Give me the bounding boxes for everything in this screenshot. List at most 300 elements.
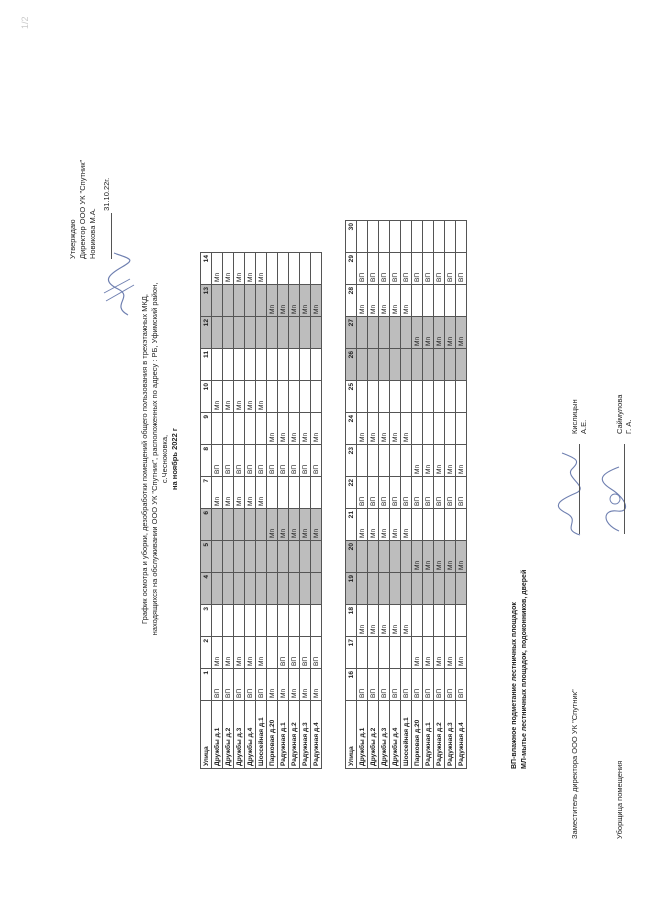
column-header-day: 16 xyxy=(346,669,357,701)
schedule-cell xyxy=(212,573,223,605)
schedule-cell xyxy=(357,637,368,669)
title-line-1: График осмотра и уборки, дезобработки помещений общего пользования в трехэтажных МКД, xyxy=(140,293,149,625)
schedule-cell: ВП xyxy=(390,669,401,701)
street-cell: Радужная д.4 xyxy=(311,701,322,769)
table-row xyxy=(278,253,289,769)
schedule-cell xyxy=(434,285,445,317)
schedule-cell xyxy=(456,509,467,541)
schedule-cell xyxy=(267,253,278,285)
schedule-cell: ВП xyxy=(311,445,322,477)
schedule-cell xyxy=(390,573,401,605)
column-header-street: Улица xyxy=(346,701,357,769)
schedule-cell xyxy=(401,349,412,381)
schedule-cell: Мп xyxy=(368,413,379,445)
schedule-cell: Мп xyxy=(390,605,401,637)
schedule-cell: Мп xyxy=(412,637,423,669)
schedule-cell xyxy=(212,605,223,637)
schedule-cell xyxy=(423,285,434,317)
column-header-day: 7 xyxy=(201,477,212,509)
schedule-cell xyxy=(434,605,445,637)
schedule-cell xyxy=(445,605,456,637)
schedule-cell xyxy=(212,509,223,541)
schedule-cell: Мп xyxy=(379,285,390,317)
street-cell: Дружбы д.3 xyxy=(379,701,390,769)
signature-name: Саймулова Г. А. xyxy=(615,394,633,434)
schedule-cell: Мп xyxy=(289,285,300,317)
schedule-cell: Мп xyxy=(267,509,278,541)
street-cell: Дружбы д.2 xyxy=(223,701,234,769)
schedule-cell xyxy=(256,509,267,541)
schedule-cell xyxy=(401,573,412,605)
schedule-cell: Мп xyxy=(212,381,223,413)
schedule-cell xyxy=(423,413,434,445)
schedule-cell xyxy=(401,637,412,669)
schedule-cell xyxy=(278,253,289,285)
schedule-cell xyxy=(234,509,245,541)
column-header-day: 11 xyxy=(201,349,212,381)
schedule-cell xyxy=(390,221,401,253)
schedule-cell: Мп xyxy=(212,637,223,669)
schedule-cell: ВП xyxy=(379,253,390,285)
schedule-cell xyxy=(245,349,256,381)
schedule-cell xyxy=(311,605,322,637)
table-header-row xyxy=(346,221,357,769)
schedule-cell: Мп xyxy=(401,285,412,317)
schedule-cell: Мп xyxy=(256,253,267,285)
schedule-cell xyxy=(401,317,412,349)
column-header-street: Улица xyxy=(201,701,212,769)
schedule-cell xyxy=(234,541,245,573)
schedule-cell: ВП xyxy=(379,477,390,509)
schedule-cell: Мп xyxy=(456,317,467,349)
schedule-cell: Мп xyxy=(456,637,467,669)
column-header-day: 12 xyxy=(201,317,212,349)
schedule-cell xyxy=(267,573,278,605)
schedule-cell xyxy=(223,413,234,445)
schedule-cell xyxy=(212,349,223,381)
schedule-cell xyxy=(256,349,267,381)
schedule-cell xyxy=(223,317,234,349)
schedule-cell xyxy=(223,509,234,541)
table-row xyxy=(256,253,267,769)
schedule-cell: Мп xyxy=(445,637,456,669)
schedule-cell: ВП xyxy=(289,445,300,477)
table-row xyxy=(223,253,234,769)
column-header-day: 9 xyxy=(201,413,212,445)
document-title xyxy=(140,149,180,769)
schedule-cell xyxy=(267,637,278,669)
table-row xyxy=(390,221,401,769)
column-header-day: 18 xyxy=(346,605,357,637)
schedule-cell: ВП xyxy=(223,669,234,701)
schedule-cell xyxy=(390,445,401,477)
schedule-cell xyxy=(412,221,423,253)
schedule-cell: ВП xyxy=(300,445,311,477)
table-row xyxy=(445,221,456,769)
schedule-cell: ВП xyxy=(256,445,267,477)
schedule-cell: Мп xyxy=(412,541,423,573)
schedule-cell xyxy=(256,605,267,637)
schedule-cell xyxy=(368,445,379,477)
table-row xyxy=(368,221,379,769)
schedule-cell: ВП xyxy=(445,477,456,509)
table-row xyxy=(357,221,368,769)
schedule-cell xyxy=(245,605,256,637)
schedule-cell: Мп xyxy=(256,477,267,509)
column-header-day: 20 xyxy=(346,541,357,573)
schedule-cell: Мп xyxy=(379,605,390,637)
column-header-day: 2 xyxy=(201,637,212,669)
column-header-day: 4 xyxy=(201,573,212,605)
schedule-cell xyxy=(390,541,401,573)
street-cell: Радужная д.3 xyxy=(300,701,311,769)
schedule-cell xyxy=(311,349,322,381)
schedule-cell: Мп xyxy=(412,317,423,349)
street-cell: Парковая д.20 xyxy=(267,701,278,769)
schedule-cell: Мп xyxy=(456,541,467,573)
schedule-cell: Мп xyxy=(368,509,379,541)
schedule-cell xyxy=(267,605,278,637)
schedule-cell xyxy=(289,573,300,605)
schedule-cell xyxy=(357,349,368,381)
schedule-cell: Мп xyxy=(278,413,289,445)
schedule-cell: Мп xyxy=(390,285,401,317)
schedule-cell xyxy=(379,541,390,573)
schedule-cell xyxy=(412,573,423,605)
schedule-cell xyxy=(289,349,300,381)
schedule-cell: ВП xyxy=(289,637,300,669)
column-header-day: 21 xyxy=(346,509,357,541)
schedule-cell: Мп xyxy=(379,509,390,541)
signature-role: Заместитель директора ООО УК "Спутник" xyxy=(570,689,579,839)
schedule-cell: Мп xyxy=(212,477,223,509)
schedule-cell xyxy=(357,573,368,605)
schedule-cell xyxy=(300,573,311,605)
schedule-cell: ВП xyxy=(278,445,289,477)
signature-role: Уборщица помещения xyxy=(615,760,624,839)
schedule-cell: Мп xyxy=(445,445,456,477)
schedule-cell xyxy=(223,349,234,381)
schedule-cell xyxy=(289,381,300,413)
schedule-cell: Мп xyxy=(434,317,445,349)
schedule-cell xyxy=(423,381,434,413)
schedule-cell: ВП xyxy=(456,669,467,701)
schedule-cell xyxy=(379,221,390,253)
schedule-cell: Мп xyxy=(245,477,256,509)
schedule-cell: Мп xyxy=(223,477,234,509)
schedule-cell xyxy=(289,253,300,285)
schedule-cell xyxy=(445,221,456,253)
schedule-cell: ВП xyxy=(212,445,223,477)
schedule-cell xyxy=(256,317,267,349)
schedule-cell: ВП xyxy=(223,445,234,477)
schedule-cell xyxy=(278,349,289,381)
column-header-day: 29 xyxy=(346,253,357,285)
schedule-cell: Мп xyxy=(212,253,223,285)
column-header-day: 10 xyxy=(201,381,212,413)
schedule-cell: Мп xyxy=(234,637,245,669)
schedule-cell xyxy=(245,573,256,605)
street-cell: Радужная д.2 xyxy=(434,701,445,769)
street-cell: Дружбы д.3 xyxy=(234,701,245,769)
schedule-cell: ВП xyxy=(368,477,379,509)
table-row xyxy=(289,253,300,769)
column-header-day: 17 xyxy=(346,637,357,669)
schedule-cell: Мп xyxy=(434,637,445,669)
schedule-cell xyxy=(289,541,300,573)
schedule-cell xyxy=(311,573,322,605)
table-row xyxy=(434,221,445,769)
schedule-cell: Мп xyxy=(434,541,445,573)
schedule-cell: Мп xyxy=(245,381,256,413)
legend-vp: ВП-влажное подметание лестничных площадок xyxy=(511,602,518,769)
schedule-cell: ВП xyxy=(423,253,434,285)
schedule-cell xyxy=(223,605,234,637)
schedule-cell: Мп xyxy=(390,413,401,445)
column-header-day: 13 xyxy=(201,285,212,317)
schedule-cell xyxy=(289,477,300,509)
schedule-cell: Мп xyxy=(456,445,467,477)
schedule-cell xyxy=(423,349,434,381)
schedule-cell: ВП xyxy=(412,477,423,509)
schedule-cell xyxy=(401,445,412,477)
street-cell: Радужная д.1 xyxy=(423,701,434,769)
schedule-cell xyxy=(368,381,379,413)
schedule-cell xyxy=(267,381,278,413)
schedule-cell xyxy=(456,605,467,637)
schedule-cell: Мп xyxy=(311,669,322,701)
schedule-cell xyxy=(289,605,300,637)
column-header-day: 23 xyxy=(346,445,357,477)
schedule-cell: ВП xyxy=(423,477,434,509)
column-header-day: 26 xyxy=(346,349,357,381)
schedule-cell xyxy=(445,381,456,413)
legend xyxy=(510,570,530,769)
schedule-cell xyxy=(223,285,234,317)
schedule-cell xyxy=(234,573,245,605)
schedule-cell xyxy=(456,285,467,317)
schedule-cell xyxy=(379,317,390,349)
schedule-cell xyxy=(434,221,445,253)
schedule-cell: ВП xyxy=(357,477,368,509)
column-header-day: 30 xyxy=(346,221,357,253)
schedule-cell: Мп xyxy=(423,637,434,669)
schedule-cell xyxy=(412,285,423,317)
street-cell: Дружбы д.2 xyxy=(368,701,379,769)
schedule-cell: Мп xyxy=(256,637,267,669)
schedule-cell xyxy=(212,285,223,317)
schedule-cell: Мп xyxy=(311,285,322,317)
schedule-cell: Мп xyxy=(401,413,412,445)
column-header-day: 3 xyxy=(201,605,212,637)
schedule-cell: Мп xyxy=(267,669,278,701)
schedule-cell: ВП xyxy=(278,637,289,669)
schedule-cell xyxy=(445,349,456,381)
signature-name: Кислицын А.Е. xyxy=(570,399,588,434)
schedule-cell: ВП xyxy=(357,253,368,285)
schedule-cell xyxy=(212,413,223,445)
schedule-cell: Мп xyxy=(357,413,368,445)
schedule-cell: Мп xyxy=(234,381,245,413)
schedule-cell xyxy=(245,413,256,445)
schedule-cell: Мп xyxy=(289,509,300,541)
schedule-cell: Мп xyxy=(245,253,256,285)
street-cell: Дружбы д.1 xyxy=(212,701,223,769)
schedule-cell xyxy=(368,317,379,349)
schedule-cell xyxy=(311,253,322,285)
table-row xyxy=(401,221,412,769)
schedule-cell: Мп xyxy=(357,285,368,317)
schedule-table-1 xyxy=(200,252,322,769)
schedule-cell xyxy=(267,477,278,509)
schedule-cell xyxy=(300,477,311,509)
schedule-cell xyxy=(234,349,245,381)
schedule-cell: Мп xyxy=(368,605,379,637)
schedule-cell xyxy=(423,605,434,637)
schedule-cell xyxy=(300,381,311,413)
schedule-cell: ВП xyxy=(368,669,379,701)
schedule-cell xyxy=(234,413,245,445)
schedule-cell xyxy=(311,477,322,509)
schedule-cell xyxy=(368,221,379,253)
column-header-day: 8 xyxy=(201,445,212,477)
schedule-cell: ВП xyxy=(368,253,379,285)
schedule-cell: Мп xyxy=(311,509,322,541)
schedule-cell xyxy=(390,317,401,349)
schedule-cell xyxy=(212,541,223,573)
schedule-cell xyxy=(245,285,256,317)
table-row xyxy=(212,253,223,769)
schedule-cell xyxy=(300,541,311,573)
schedule-cell: ВП xyxy=(245,669,256,701)
schedule-cell: Мп xyxy=(401,605,412,637)
schedule-cell xyxy=(368,637,379,669)
street-cell: Радужная д.3 xyxy=(445,701,456,769)
schedule-cell xyxy=(445,413,456,445)
column-header-day: 24 xyxy=(346,413,357,445)
schedule-cell: ВП xyxy=(212,669,223,701)
table-row xyxy=(379,221,390,769)
schedule-cell xyxy=(289,317,300,349)
schedule-cell xyxy=(256,285,267,317)
schedule-cell xyxy=(234,317,245,349)
schedule-cell xyxy=(390,637,401,669)
table-row xyxy=(300,253,311,769)
schedule-cell: Мп xyxy=(234,253,245,285)
schedule-cell xyxy=(267,349,278,381)
schedule-cell: ВП xyxy=(434,253,445,285)
schedule-cell xyxy=(223,573,234,605)
schedule-cell: Мп xyxy=(278,509,289,541)
schedule-cell: Мп xyxy=(289,669,300,701)
schedule-cell xyxy=(278,573,289,605)
title-line-3: с.Чесноковка, xyxy=(160,434,169,484)
schedule-cell xyxy=(423,509,434,541)
schedule-cell xyxy=(223,541,234,573)
schedule-cell xyxy=(256,541,267,573)
schedule-table-2 xyxy=(345,220,467,769)
schedule-cell xyxy=(357,221,368,253)
schedule-cell: Мп xyxy=(445,541,456,573)
schedule-cell xyxy=(300,605,311,637)
schedule-cell: Мп xyxy=(289,413,300,445)
schedule-cell xyxy=(311,317,322,349)
schedule-cell xyxy=(212,317,223,349)
schedule-cell xyxy=(412,349,423,381)
street-cell: Дружбы д.4 xyxy=(245,701,256,769)
schedule-cell xyxy=(311,381,322,413)
schedule-cell xyxy=(278,381,289,413)
schedule-cell: Мп xyxy=(401,509,412,541)
schedule-cell xyxy=(368,573,379,605)
column-header-day: 6 xyxy=(201,509,212,541)
table-row xyxy=(267,253,278,769)
column-header-day: 14 xyxy=(201,253,212,285)
schedule-cell xyxy=(456,221,467,253)
schedule-cell xyxy=(434,413,445,445)
schedule-cell: Мп xyxy=(234,477,245,509)
schedule-cell xyxy=(379,573,390,605)
schedule-cell xyxy=(256,573,267,605)
schedule-cell xyxy=(401,381,412,413)
schedule-cell: Мп xyxy=(300,509,311,541)
approval-line-1: Утверждаю xyxy=(68,219,77,259)
schedule-cell: Мп xyxy=(412,445,423,477)
schedule-cell: ВП xyxy=(456,253,467,285)
schedule-cell: ВП xyxy=(434,477,445,509)
schedule-cell: ВП xyxy=(401,253,412,285)
schedule-cell xyxy=(278,541,289,573)
margin-note: 1/2 xyxy=(20,16,30,29)
table-row xyxy=(245,253,256,769)
signature-line xyxy=(579,444,580,534)
schedule-cell xyxy=(456,413,467,445)
schedule-cell xyxy=(267,317,278,349)
schedule-cell xyxy=(445,285,456,317)
schedule-cell xyxy=(300,253,311,285)
street-cell: Шоссейная д.1 xyxy=(401,701,412,769)
schedule-cell: Мп xyxy=(423,317,434,349)
schedule-cell xyxy=(412,413,423,445)
schedule-cell: Мп xyxy=(278,285,289,317)
schedule-cell xyxy=(379,381,390,413)
schedule-cell: ВП xyxy=(401,477,412,509)
column-header-day: 28 xyxy=(346,285,357,317)
schedule-cell: ВП xyxy=(300,637,311,669)
column-header-day: 19 xyxy=(346,573,357,605)
schedule-cell xyxy=(434,349,445,381)
schedule-cell: Мп xyxy=(445,317,456,349)
schedule-cell xyxy=(423,221,434,253)
table-row xyxy=(423,221,434,769)
schedule-cell xyxy=(379,349,390,381)
schedule-cell xyxy=(434,573,445,605)
schedule-cell xyxy=(456,381,467,413)
schedule-cell xyxy=(245,541,256,573)
approval-block xyxy=(68,160,112,259)
schedule-cell: ВП xyxy=(390,477,401,509)
schedule-cell xyxy=(434,381,445,413)
approval-date: 31.10.22г. xyxy=(102,177,111,211)
table-row xyxy=(234,253,245,769)
schedule-cell: ВП xyxy=(357,669,368,701)
schedule-cell: Мп xyxy=(267,285,278,317)
title-line-2: находящихся на обслуживании ООО УК "Спутник", расположенных по адресу : РБ, Уфимский район, xyxy=(150,282,159,636)
schedule-cell xyxy=(456,349,467,381)
schedule-cell: Мп xyxy=(300,669,311,701)
street-cell: Радужная д.4 xyxy=(456,701,467,769)
schedule-cell: Мп xyxy=(434,445,445,477)
